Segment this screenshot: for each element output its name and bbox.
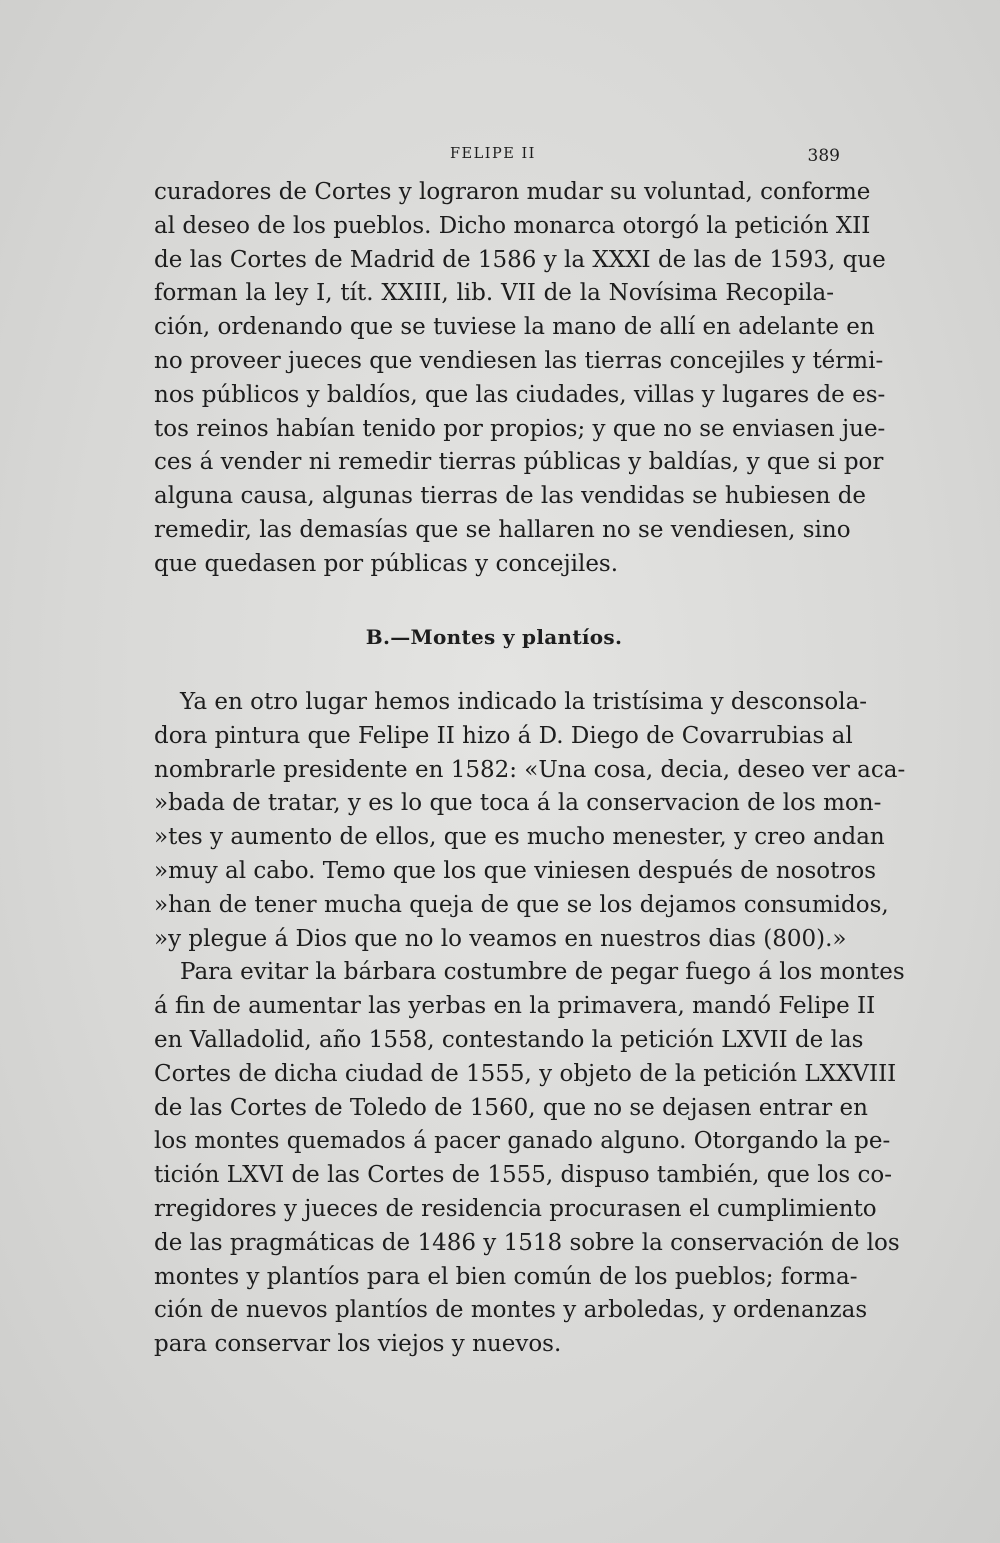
text-line: »tes y aumento de ellos, que es mucho menester, y creo andan [154, 824, 885, 851]
text-line: al deseo de los pueblos. Dicho monarca otorgó la petición XII [154, 212, 871, 239]
text-line: nos públicos y baldíos, que las ciudades, villas y lugares de es- [154, 381, 886, 408]
text-line: alguna causa, algunas tierras de las vendidas se hubiesen de [154, 483, 867, 510]
text-line: ces á vender ni remedir tierras públicas y baldías, y que si por [154, 449, 884, 476]
text-line: »han de tener mucha queja de que se los dejamos consumidos, [154, 891, 889, 918]
text-line: curadores de Cortes y lograron mudar su voluntad, conforme [154, 179, 871, 205]
text-line: »muy al cabo. Temo que los que viniesen después de nosotros [154, 857, 877, 884]
page-number: 389 [807, 146, 840, 166]
text-line: los montes quemados á pacer ganado alguno. Otorgando la pe- [154, 1128, 891, 1155]
text-line: forman la ley I, tít. XXIII, lib. VII de la Novísima Recopila- [154, 280, 834, 307]
text-line: para conservar los viejos y nuevos. [154, 1331, 562, 1358]
text-line: tos reinos habían tenido por propios; y que no se enviasen jue- [154, 415, 886, 442]
text-line: no proveer jueces que vendiesen las tierras concejiles y térmi- [154, 347, 884, 374]
text-line: Para evitar la bárbara costumbre de pegar fuego á los montes [180, 959, 905, 986]
running-head [150, 146, 840, 170]
text-line: rregidores y jueces de residencia procurasen el cumplimiento [154, 1195, 877, 1222]
text-line: »bada de tratar, y es lo que toca á la conservacion de los mon- [154, 790, 882, 817]
text-line: de las pragmáticas de 1486 y 1518 sobre la conservación de los [154, 1229, 900, 1256]
text-line: ción, ordenando que se tuviese la mano de allí en adelante en [154, 314, 875, 341]
running-title: FELIPE II [450, 146, 536, 162]
text-line: de las Cortes de Madrid de 1586 y la XXXI de las de 1593, que [154, 246, 886, 273]
text-line: á fin de aumentar las yerbas en la primavera, mandó Felipe II [154, 993, 876, 1020]
text-line: montes y plantíos para el bien común de los pueblos; forma- [154, 1263, 858, 1290]
text-line: Ya en otro lugar hemos indicado la tristísima y desconsola- [180, 689, 868, 715]
text-line: en Valladolid, año 1558, contestando la petición LXVII de las [154, 1026, 864, 1053]
text-line: que quedasen por públicas y concejiles. [154, 550, 619, 577]
text-line: »y plegue á Dios que no lo veamos en nuestros dias (800).» [154, 925, 847, 952]
text-line: ción de nuevos plantíos de montes y arboledas, y ordenanzas [154, 1297, 868, 1324]
text-line: tición LXVI de las Cortes de 1555, dispuso también, que los co- [154, 1162, 893, 1189]
section-heading: B.—Montes y plantíos. [365, 625, 623, 649]
text-line: nombrarle presidente en 1582: «Una cosa, decia, deseo ver aca- [154, 756, 906, 783]
paragraph-continuation [154, 176, 886, 582]
paragraph-body [154, 686, 906, 1362]
text-line: de las Cortes de Toledo de 1560, que no se dejasen entrar en [154, 1094, 868, 1121]
text-line: remedir, las demasías que se hallaren no se vendiesen, sino [154, 516, 851, 543]
text-line: dora pintura que Felipe II hizo á D. Diego de Covarrubias al [154, 722, 853, 749]
text-line: Cortes de dicha ciudad de 1555, y objeto de la petición LXXVIII [154, 1060, 897, 1087]
